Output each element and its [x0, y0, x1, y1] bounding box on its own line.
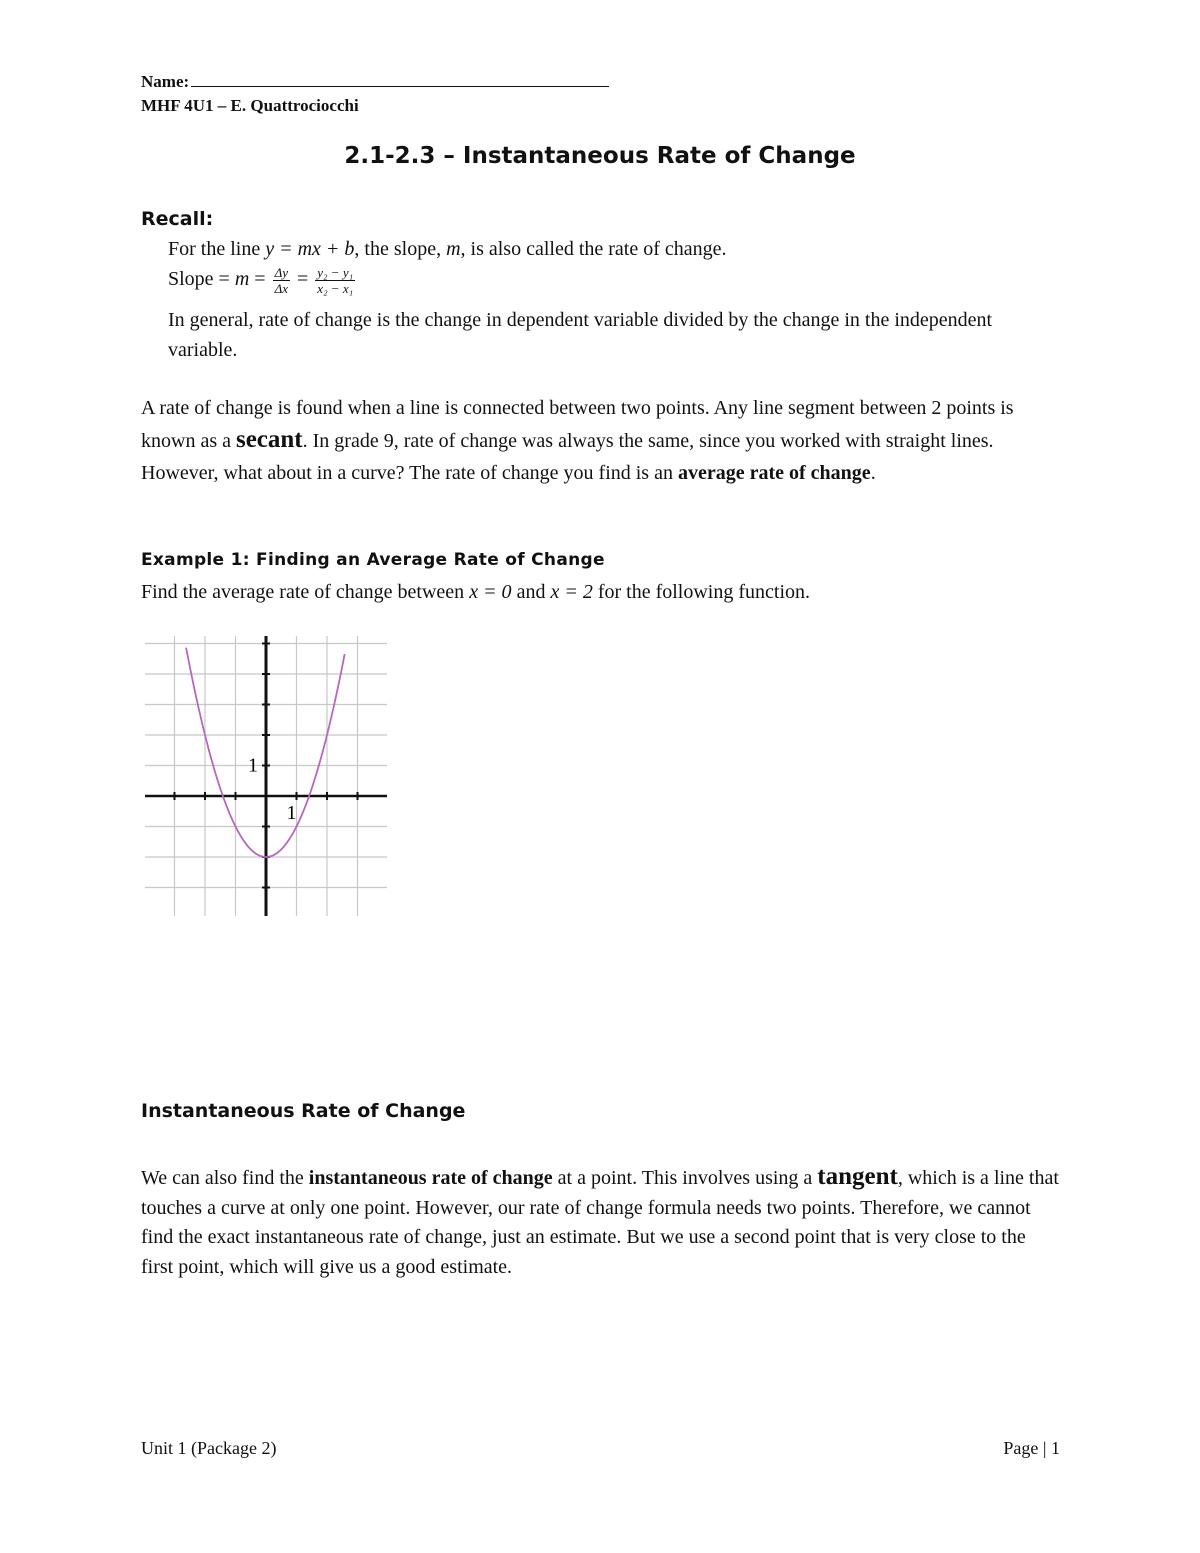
course-code: MHF 4U1 – E. Quattrociocchi [141, 96, 359, 115]
slope-variable: m [234, 268, 250, 290]
paragraph-text: at a point. This involves using a [552, 1167, 818, 1189]
prompt-text: for the following function. [592, 581, 811, 603]
recall-heading: Recall: [141, 208, 214, 230]
secant-term: secant [235, 426, 303, 453]
example-1-prompt [141, 577, 1061, 607]
delta-fraction [273, 265, 290, 296]
recall-line-slope [168, 234, 1048, 264]
name-label: Name: [141, 72, 190, 91]
secant-paragraph [141, 392, 1061, 489]
equals-sign: = [291, 268, 314, 290]
tangent-term: tangent [817, 1163, 898, 1190]
recall-text: , the slope, [354, 238, 447, 260]
instantaneous-paragraph [141, 1162, 1061, 1282]
y-difference: y₂ − y₁ [317, 264, 354, 280]
graph-axes [145, 636, 387, 916]
page-title: 2.1-2.3 – Instantaneous Rate of Change [344, 143, 856, 169]
footer-page-number: Page | 1 [1003, 1438, 1060, 1458]
equals-sign: = [249, 268, 271, 290]
slope-variable: m [446, 238, 461, 260]
x-value-0: x = 0 [469, 581, 512, 603]
average-rate-term: average rate of change [677, 462, 871, 484]
name-field [141, 72, 609, 92]
paragraph-text: , which is a line that touches a curve at only one point. However, our rate of change formula needs two points. Therefore, we cannot find the exact instantaneous rate of change, just an estimate. But we use a second point that is very close to the first point, which will give us a good estimate. [141, 1167, 1059, 1278]
x-difference: x₂ − x₁ [317, 280, 354, 296]
footer-unit: Unit 1 (Package 2) [141, 1438, 277, 1458]
parabola-graph [145, 636, 387, 916]
recall-general: In general, rate of change is the change in dependent variable divided by the change in the independent variable. [168, 309, 993, 361]
recall-text: , is also called the rate of change. [460, 238, 727, 260]
paragraph-text: . In grade 9, rate of change was always the same, since you worked with straight lines. However, what about in a curve? The rate of change you find is an [141, 430, 994, 484]
recall-text: For the line [168, 238, 266, 260]
paragraph-text: We can also find the [141, 1167, 309, 1189]
paragraph-text: . [870, 462, 876, 484]
delta-y: Δy [274, 264, 288, 280]
prompt-text: Find the average rate of change between [141, 581, 470, 603]
instantaneous-heading: Instantaneous Rate of Change [141, 1100, 466, 1122]
delta-x: Δx [274, 280, 288, 296]
line-equation: y = mx + b [265, 238, 355, 260]
x-tick-label: 1 [286, 802, 297, 824]
slope-label: Slope = [168, 268, 235, 290]
prompt-text: and [511, 581, 551, 603]
name-blank-line [191, 72, 609, 87]
x-value-2: x = 2 [550, 581, 593, 603]
y-tick-label: 1 [248, 754, 258, 777]
points-fraction [315, 265, 355, 296]
slope-formula [168, 264, 1048, 296]
instantaneous-term: instantaneous rate of change [308, 1167, 553, 1189]
paragraph-text: A rate of change is found when a line is connected between two points. Any line segment between 2 points is known as a [141, 397, 1014, 452]
example-1-heading: Example 1: Finding an Average Rate of Change [141, 550, 605, 570]
